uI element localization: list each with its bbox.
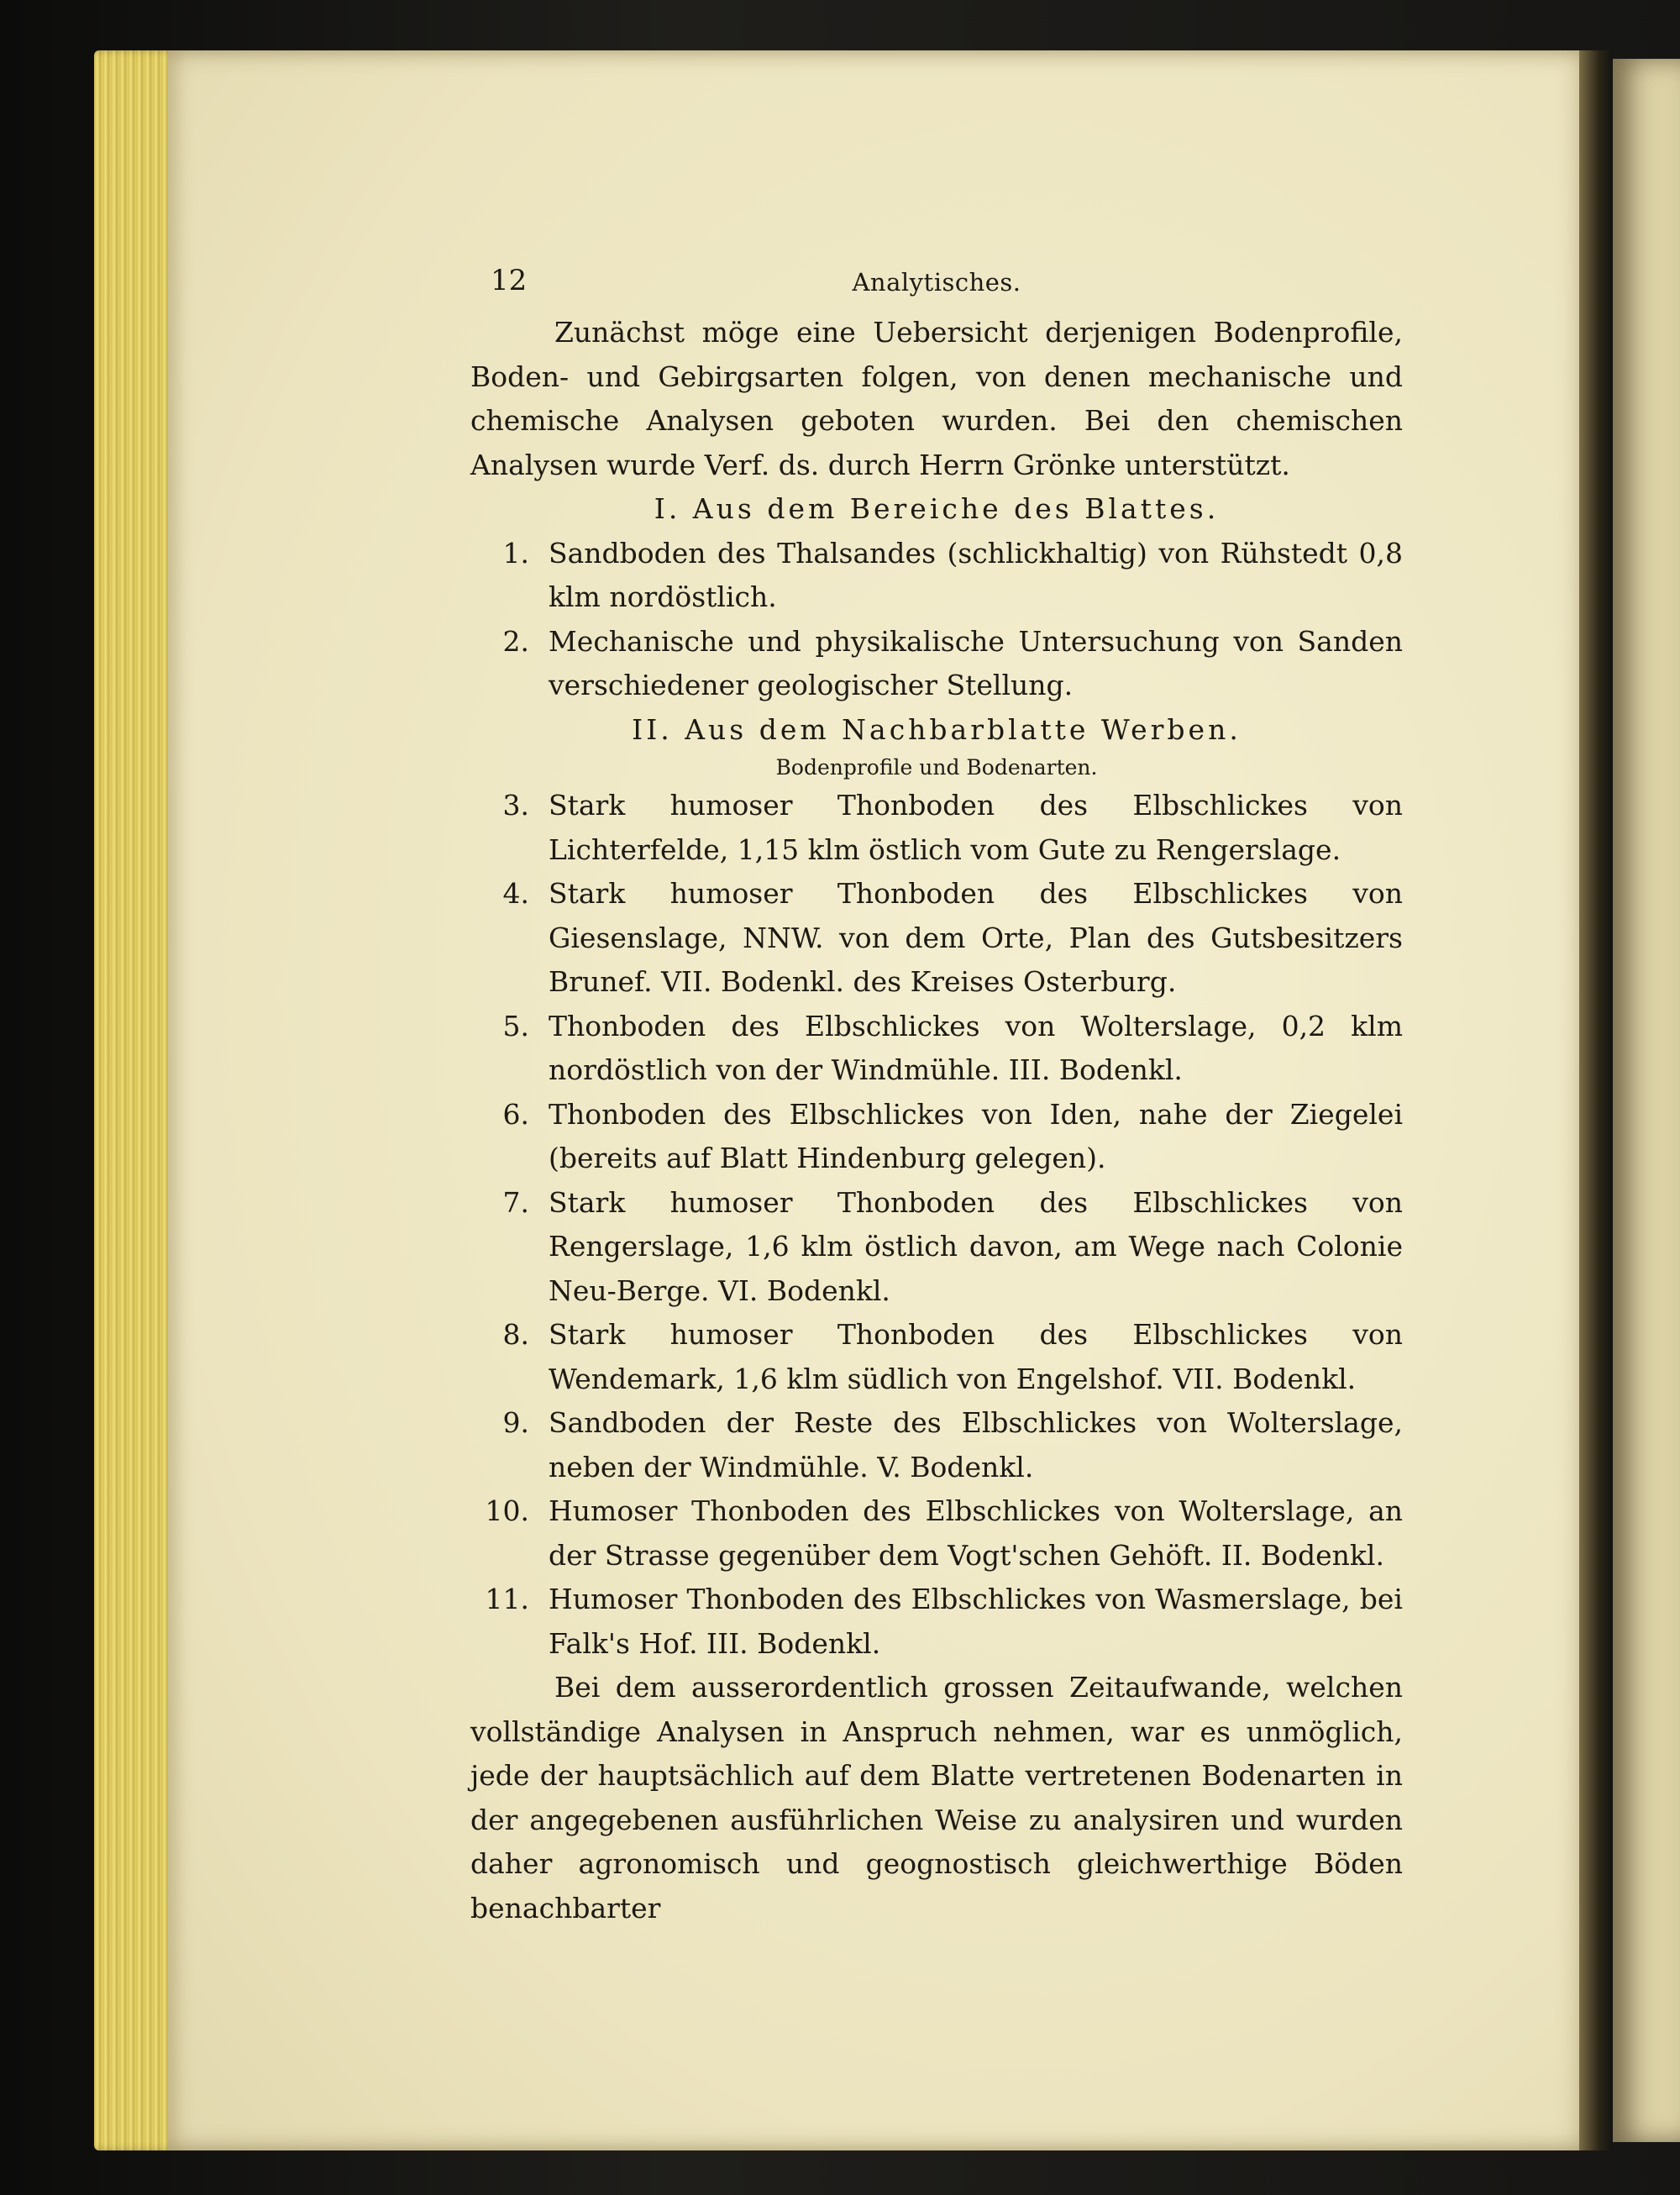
- closing-paragraph: Bei dem ausserordentlich grossen Zeitaufwande, welchen vollständige Analysen in Anspruch nehmen, war es unmöglich, jede der hauptsächlich auf dem Blatte vertretenen Bodenarten in der angegebenen ausführlichen Weise zu analysiren und wurden daher agronomisch und geognostisch gleichwerthige Böden benachbarter: [470, 1671, 1403, 1925]
- list-item: [470, 1093, 1403, 1181]
- entry-text: Stark humoser Thonboden des Elbschlickes von Rengerslage, 1,6 klm östlich davon, am Wege nach Colonie Neu-Berge. VI. Bodenkl.: [549, 1185, 1403, 1307]
- entry-number: 8.: [502, 1318, 529, 1351]
- list-item: [470, 1313, 1403, 1401]
- entry-text: Humoser Thonboden des Elbschlickes von Wasmerslage, bei Falk's Hof. III. Bodenkl.: [549, 1583, 1403, 1660]
- list-item: [470, 620, 1403, 708]
- entry-text: Humoser Thonboden des Elbschlickes von Wolterslage, an der Strasse gegenüber dem Vogt'schen Gehöft. II. Bodenkl.: [549, 1494, 1403, 1572]
- entry-number: 4.: [502, 877, 529, 910]
- entry-text: Stark humoser Thonboden des Elbschlickes von Lichterfelde, 1,15 klm östlich vom Gute zu Rengerslage.: [549, 789, 1403, 866]
- entry-number: 11.: [485, 1583, 529, 1615]
- list-item: [470, 532, 1403, 620]
- list-item: [470, 1578, 1403, 1666]
- list-item: [470, 1401, 1403, 1489]
- page-text: [470, 252, 1403, 1930]
- intro-paragraph: Zunächst möge eine Uebersicht derjenigen Bodenprofile, Boden- und Gebirgsarten folgen, von denen mechanische und chemische Analysen geboten wurden. Bei den chemischen Analysen wurde Verf. ds. durch Herrn Grönke unterstützt.: [470, 316, 1403, 481]
- entry-number: 5.: [502, 1009, 529, 1042]
- section-1-heading: I. Aus dem Bereiche des Blattes.: [654, 492, 1220, 525]
- section-2-heading: II. Aus dem Nachbarblatte Werben.: [632, 712, 1242, 746]
- book-gutter: [1579, 50, 1613, 2150]
- entry-number: 2.: [502, 624, 529, 658]
- page-number: 12: [491, 264, 528, 297]
- running-head: [470, 252, 1403, 296]
- entry-number: 10.: [485, 1494, 529, 1527]
- entry-text: Mechanische und physikalische Untersuchung von Sanden verschiedener geologischer Stellung.: [549, 624, 1403, 701]
- list-item: [470, 872, 1403, 1005]
- section-2-subheading: Bodenprofile und Bodenarten.: [775, 755, 1098, 780]
- section-1-list: [470, 532, 1403, 708]
- entry-text: Sandboden des Thalsandes (schlickhaltig) von Rühstedt 0,8 klm nordöstlich.: [549, 536, 1403, 613]
- running-title: Analytisches.: [852, 268, 1021, 297]
- list-item: [470, 1489, 1403, 1578]
- section-2-list: [470, 784, 1403, 1666]
- entry-text: Stark humoser Thonboden des Elbschlickes von Giesenslage, NNW. von dem Orte, Plan des Gutsbesitzers Brunef. VII. Bodenkl. des Kreises Osterburg.: [549, 877, 1403, 998]
- entry-text: Stark humoser Thonboden des Elbschlickes von Wendemark, 1,6 klm südlich von Engelshof. VII. Bodenkl.: [549, 1318, 1403, 1395]
- entry-number: 1.: [502, 536, 529, 570]
- entry-number: 3.: [502, 789, 529, 822]
- list-item: [470, 784, 1403, 872]
- list-item: [470, 1005, 1403, 1093]
- entry-text: Thonboden des Elbschlickes von Wolterslage, 0,2 klm nordöstlich von der Windmühle. III. Bodenkl.: [549, 1009, 1403, 1086]
- list-item: [470, 1181, 1403, 1314]
- entry-text: Thonboden des Elbschlickes von Iden, nahe der Ziegelei (bereits auf Blatt Hindenburg gelegen).: [549, 1097, 1403, 1174]
- entry-number: 7.: [502, 1185, 529, 1219]
- entry-number: 6.: [502, 1097, 529, 1131]
- entry-text: Sandboden der Reste des Elbschlickes von Wolterslage, neben der Windmühle. V. Bodenkl.: [549, 1406, 1403, 1483]
- entry-number: 9.: [502, 1406, 529, 1439]
- facing-page-edge: [1613, 59, 1680, 2142]
